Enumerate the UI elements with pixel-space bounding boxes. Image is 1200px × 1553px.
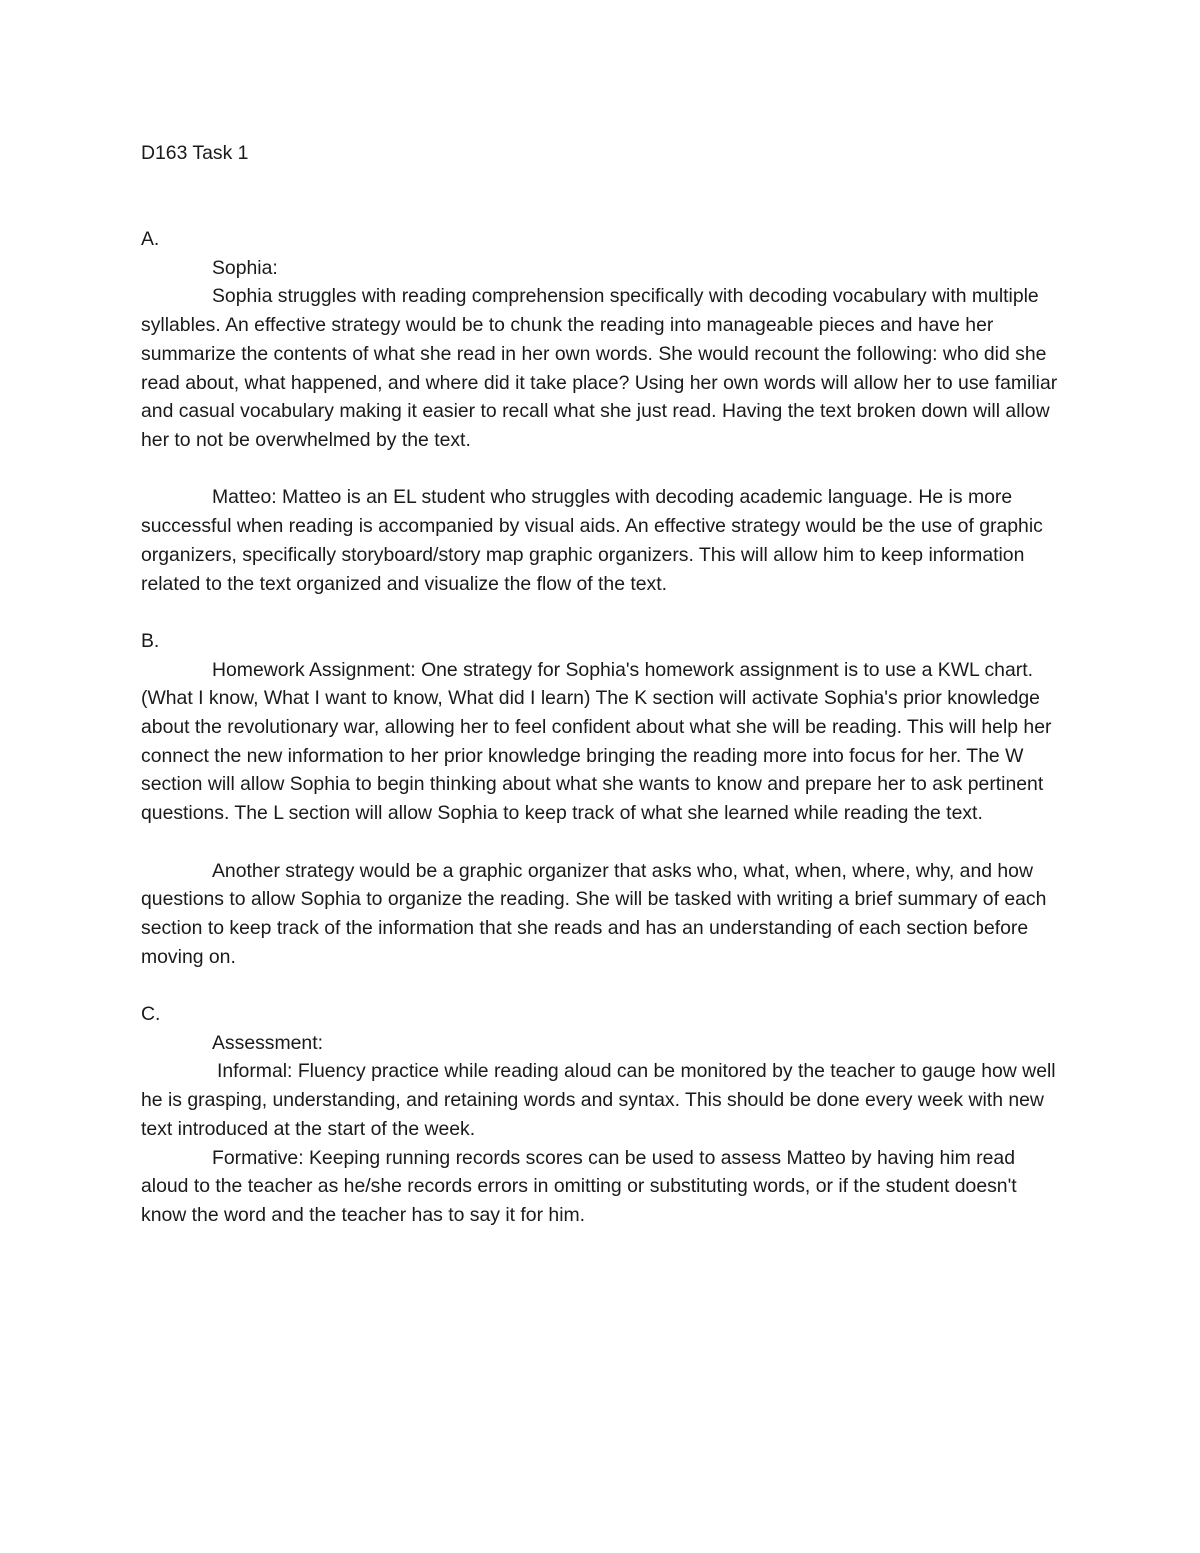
sophia-label: Sophia:	[212, 256, 278, 279]
matteo-paragraph: Matteo: Matteo is an EL student who struggles with decoding academic language. He is more successful when reading is accompanied by visual aids. An effective strategy would be the use of graphic organizers, specifically storyboard/story map graphic organizers. This will allow him to keep information related to the text organized and visualize the flow of the text.	[141, 486, 1049, 595]
informal-paragraph: Informal: Fluency practice while reading aloud can be monitored by the teacher to gauge how well he is grasping, understanding, and retaining words and syntax. This should be done every week with new text introduced at the start of the week.	[141, 1060, 1061, 1140]
section-a-heading: A.	[141, 228, 160, 251]
formative-paragraph: Formative: Keeping running records scores can be used to assess Matteo by having him read aloud to the teacher as he/she records errors in omitting or substituting words, or if the student doesn't know the word and the teacher has to say it for him.	[141, 1146, 1023, 1226]
sophia-paragraph: Sophia struggles with reading comprehension specifically with decoding vocabulary with multiple syllables. An effective strategy would be to chunk the reading into manageable pieces and have her summarize the contents of what she read in her own words. She would recount the following: who did she read about, what happened, and where did it take place? Using her own words will allow her to use familiar and casual vocabulary making it easier to recall what she just read. Having the text broken down will allow her to not be overwhelmed by the text.	[141, 285, 1063, 451]
another-strategy-paragraph: Another strategy would be a graphic organizer that asks who, what, when, where, why, and how questions to allow Sophia to organize the reading. She will be tasked with writing a brief summary of each section to keep track of the information that she reads and has an understanding of each section before moving on.	[141, 859, 1052, 968]
spacer	[141, 168, 1066, 197]
document-title: D163 Task 1	[141, 142, 249, 164]
spacer	[141, 828, 1066, 857]
document-body	[141, 139, 1066, 1230]
spacer	[141, 455, 1066, 484]
homework-paragraph: Homework Assignment: One strategy for Sophia's homework assignment is to use a KWL chart. (What I know, What I want to know, What did I learn) The K section will activate Sophia's prior knowledge about the revolutionary war, allowing her to feel confident about what she will be reading. This will help her connect the new information to her prior knowledge bringing the reading more into focus for her. The W section will allow Sophia to begin thinking about what she wants to know and prepare her to ask pertinent questions. The L section will allow Sophia to keep track of what she learned while reading the text.	[141, 658, 1057, 825]
spacer	[141, 196, 1066, 225]
section-b-heading: B.	[141, 629, 160, 652]
spacer	[141, 971, 1066, 1000]
spacer	[141, 598, 1066, 627]
section-c-heading: C.	[141, 1003, 161, 1025]
assessment-label: Assessment:	[212, 1031, 323, 1054]
